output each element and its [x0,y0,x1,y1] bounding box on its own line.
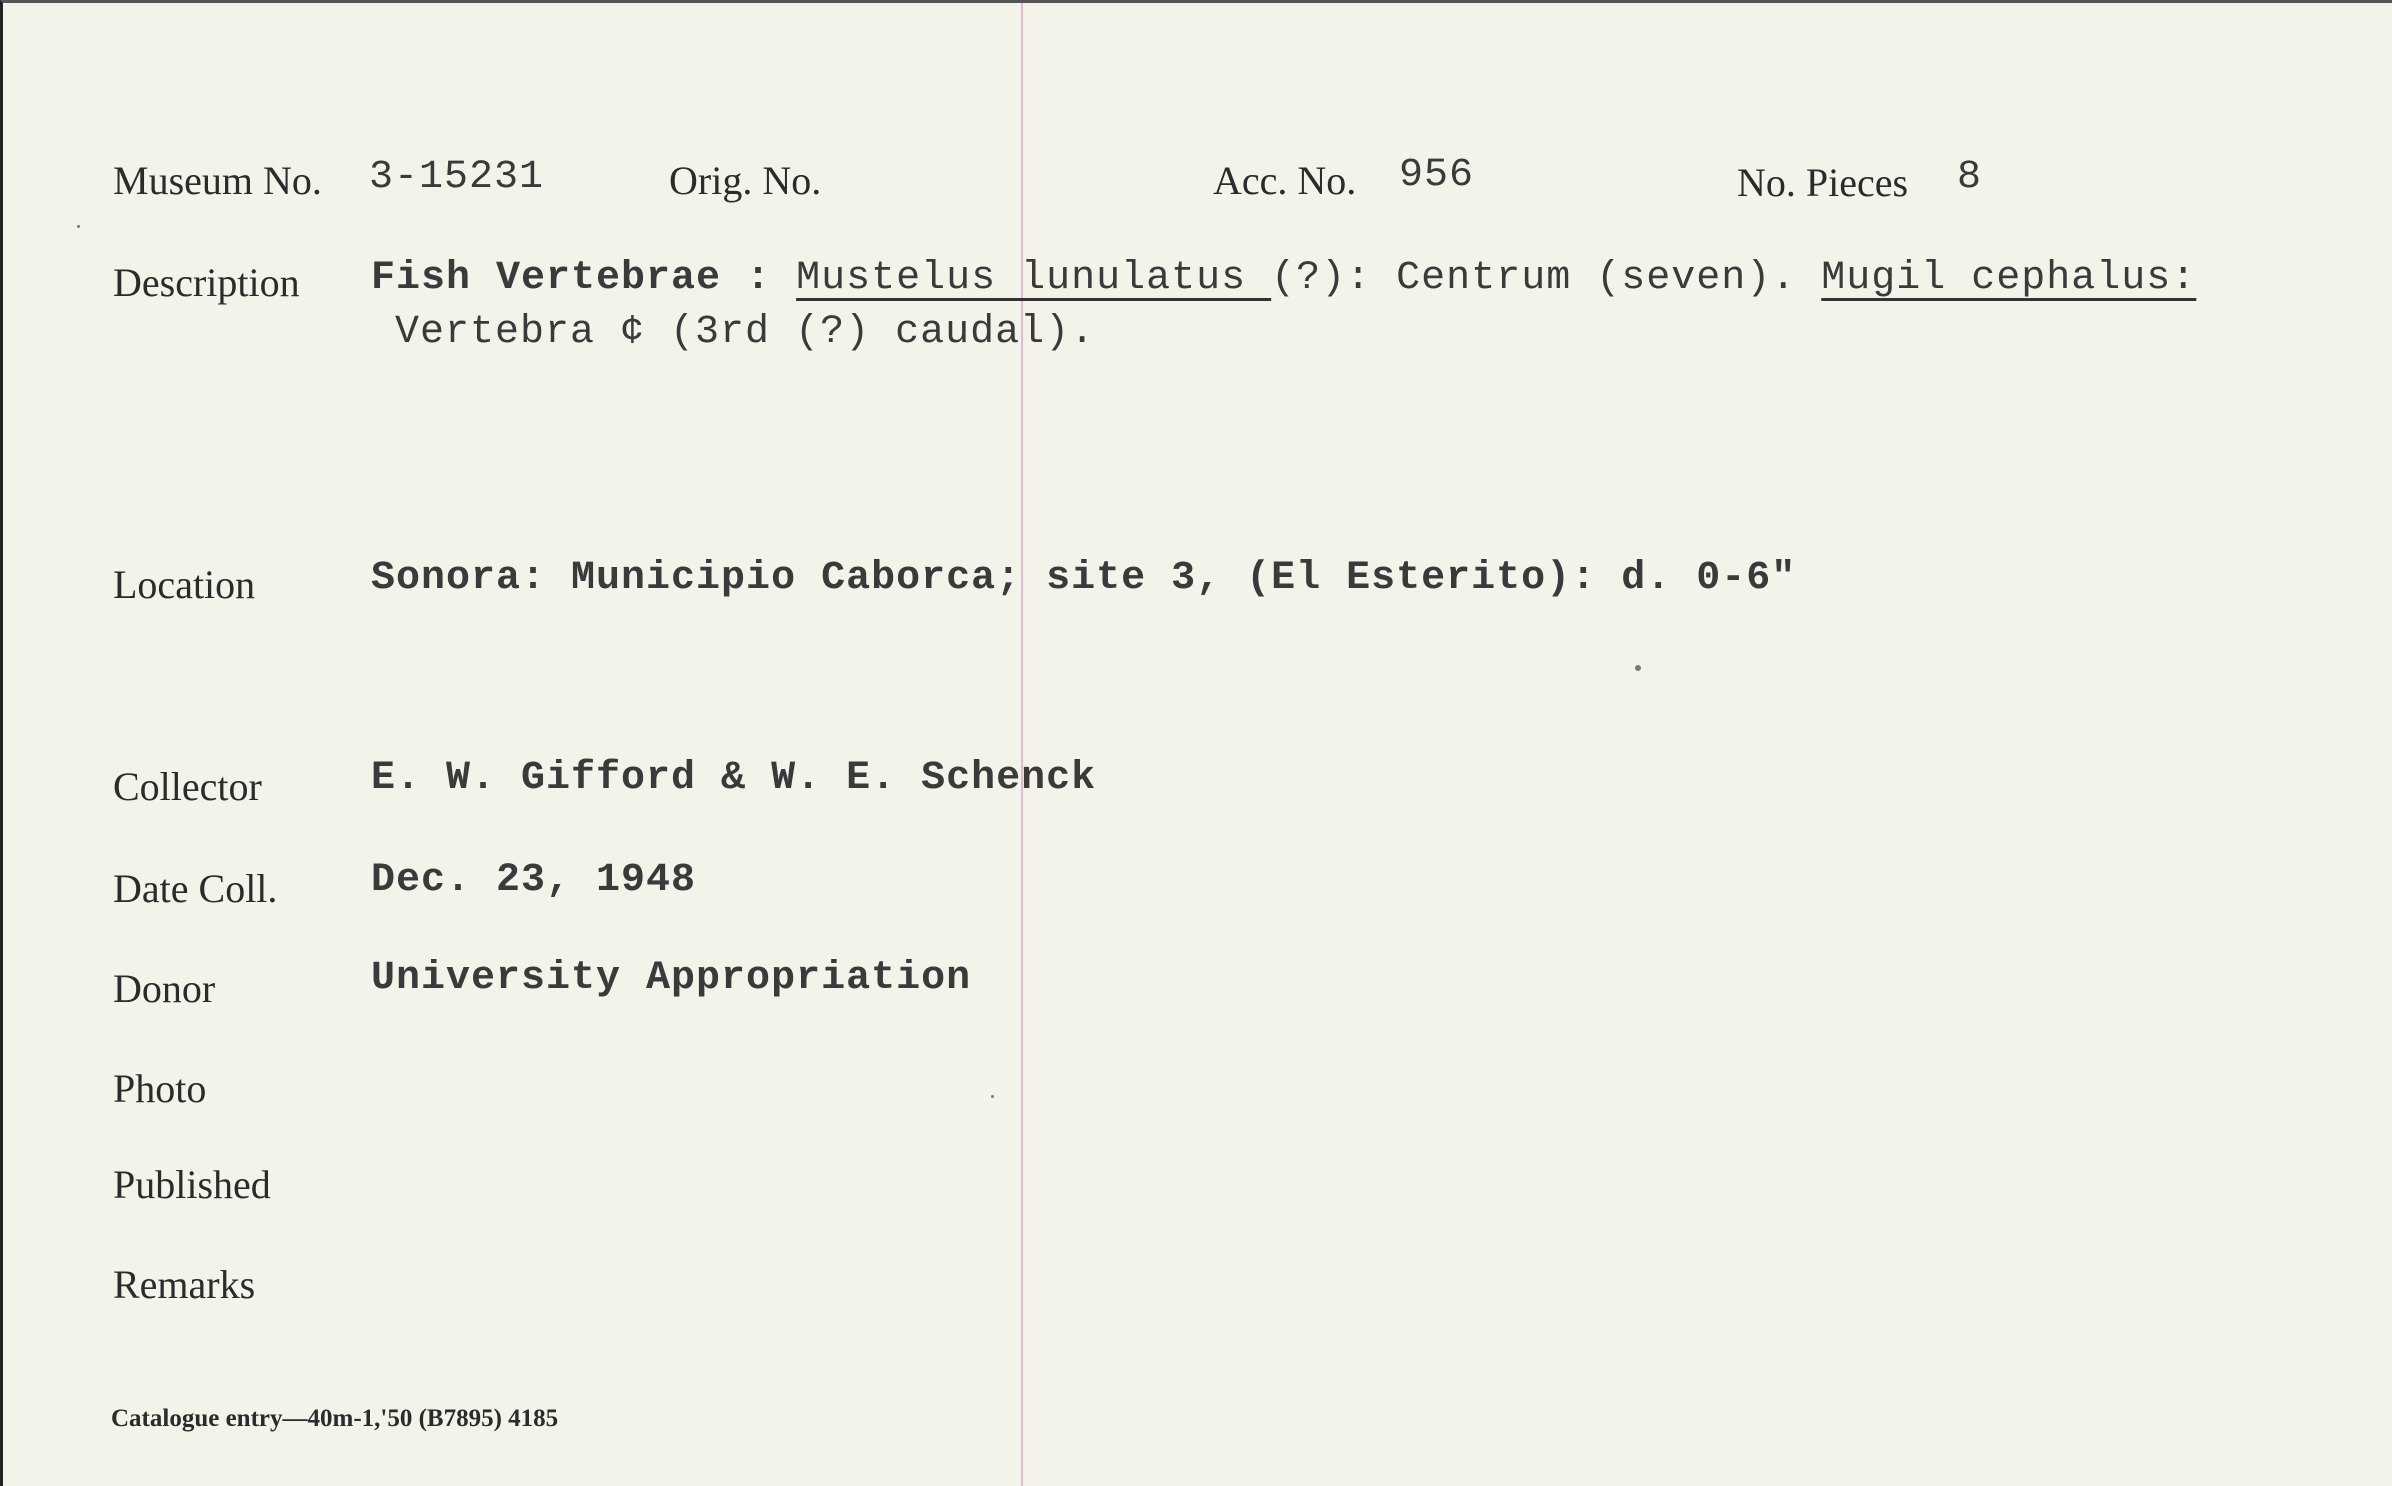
remarks-label: Remarks [113,1262,256,1307]
acc-no-label: Acc. No. [1213,158,1357,203]
collector-value: E. W. Gifford & W. E. Schenck [371,756,1097,801]
date-coll-label: Date Coll. [113,866,278,911]
paper-speck [77,225,80,228]
photo-label: Photo [113,1066,207,1111]
no-pieces-value: 8 [1957,155,1983,200]
collector-label: Collector [113,764,262,809]
donor-value: University Appropriation [371,956,972,1001]
paper-speck [1635,665,1641,671]
paper-speck [991,1095,994,1098]
location-value: Sonora: Municipio Caborca; site 3, (El Esterito): d. 0-6" [371,556,1797,601]
location-label: Location [113,562,256,607]
date-coll-value: Dec. 23, 1948 [371,858,697,903]
description-line-1 [371,256,2197,301]
museum-no-label: Museum No. [113,158,322,203]
description-heading: Fish Vertebrae : [371,256,797,301]
no-pieces-label: No. Pieces [1737,160,1909,205]
acc-no-value: 956 [1399,153,1475,198]
donor-label: Donor [113,966,216,1011]
margin-rule-line [1021,3,1023,1486]
museum-no-value: 3-15231 [369,155,545,200]
taxon-mugil: Mugil cephalus: [1821,256,2197,301]
description-label: Description [113,260,300,305]
catalogue-entry-footer: Catalogue entry—40m-1,'50 (B7895) 4185 [111,1405,559,1432]
description-line-2: Vertebra ¢ (3rd (?) caudal). [395,310,1096,355]
taxon-mustelus: Mustelus lunulatus [796,256,1272,301]
published-label: Published [113,1162,271,1207]
orig-no-label: Orig. No. [669,158,822,203]
description-centrum: (?): Centrum (seven). [1271,256,1822,301]
